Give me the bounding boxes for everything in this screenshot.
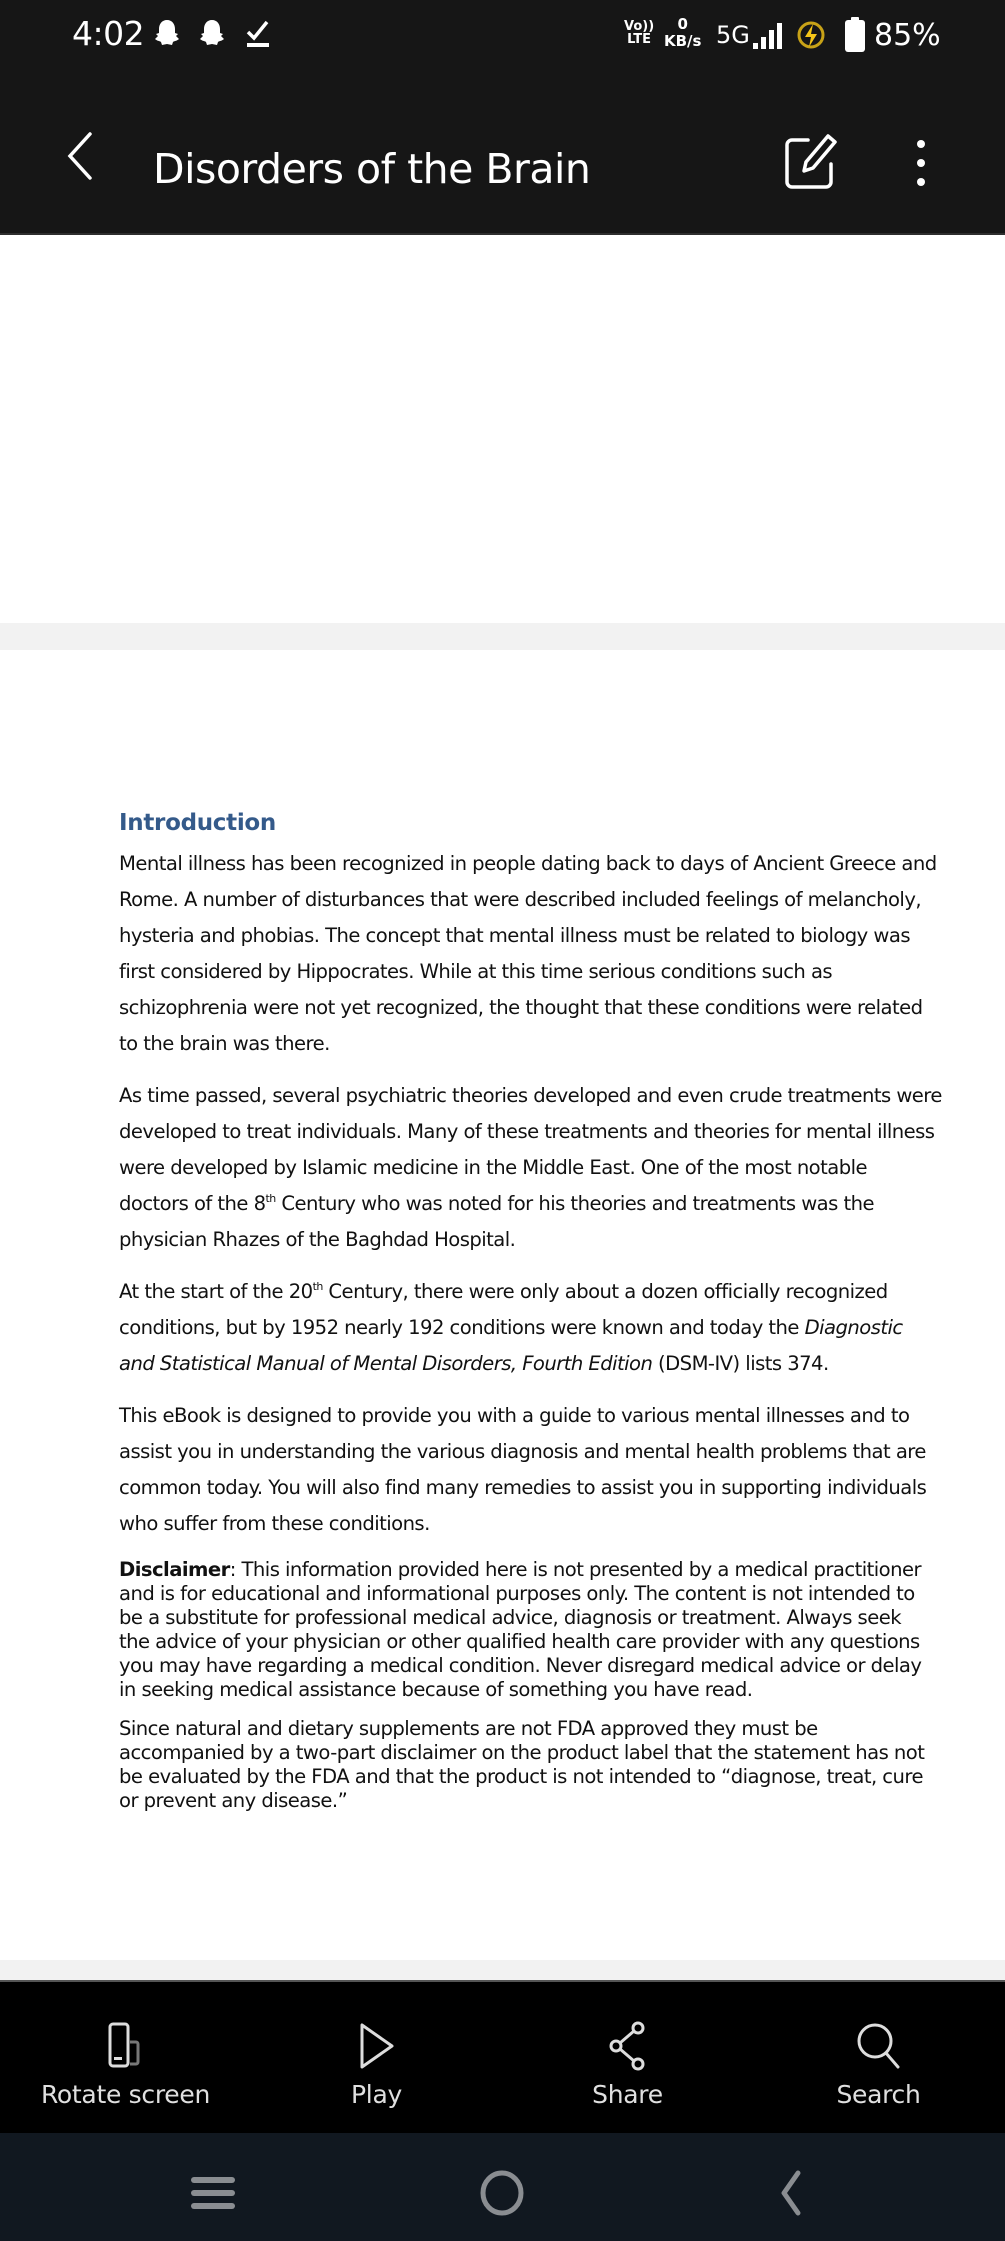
text-line — [119, 1274, 899, 1310]
status-time: 4:02 — [72, 14, 145, 53]
text-line: be a substitute for professional medical advice, diagnosis or treatment. Always seek — [119, 1606, 902, 1629]
text-line: first considered by Hippocrates. While at this time serious conditions such as — [119, 960, 833, 983]
play-button[interactable] — [251, 2016, 502, 2109]
more-options-button[interactable] — [906, 136, 936, 190]
text-run: Century who was noted for his theories and treatments was the — [275, 1192, 874, 1215]
text-line: or prevent any disease.” — [119, 1789, 348, 1812]
share-button[interactable] — [502, 2016, 753, 2109]
data-speed-unit: KB/s — [664, 32, 702, 50]
back-button[interactable] — [60, 130, 104, 180]
text-line: common today. You will also find many remedies to assist you in supporting individuals — [119, 1476, 927, 1499]
paragraph — [119, 1274, 903, 1382]
text-line: and is for educational and informational purposes only. The content is not intended to — [119, 1582, 915, 1605]
text-line: physician Rhazes of the Baghdad Hospital. — [119, 1228, 516, 1251]
system-nav-bar — [0, 2133, 1005, 2241]
text-line: accompanied by a two-part disclaimer on the product label that the statement has not — [119, 1741, 925, 1764]
text-run: (DSM-IV) lists 374. — [652, 1352, 829, 1375]
disclaimer-paragraph — [119, 1558, 922, 1702]
text-line — [119, 1310, 903, 1346]
text-run: conditions, but by 1952 nearly 192 conditions were known and today the — [119, 1316, 805, 1339]
superscript: th — [312, 1280, 323, 1293]
superscript: th — [265, 1192, 276, 1205]
data-speed-value: 0 — [677, 15, 688, 33]
text-line: developed to treat individuals. Many of these treatments and theories for mental illness — [119, 1120, 935, 1143]
more-vertical-icon — [906, 136, 936, 190]
text-line: in seeking medical assistance because of something you have read. — [119, 1678, 753, 1701]
status-bar — [0, 0, 1005, 70]
play-icon — [357, 2022, 397, 2070]
italic-title: Diagnostic — [804, 1316, 903, 1339]
section-heading: Introduction — [119, 810, 276, 836]
edit-icon — [780, 134, 840, 190]
text-line: to the brain was there. — [119, 1032, 330, 1055]
text-line: schizophrenia were not yet recognized, the thought that these conditions were related — [119, 996, 923, 1019]
share-icon — [606, 2021, 650, 2071]
text-line: hysteria and phobias. The concept that mental illness must be related to biology was — [119, 924, 910, 947]
play-label: Play — [351, 2080, 402, 2109]
volte-indicator — [624, 20, 654, 46]
paragraph — [119, 846, 937, 1062]
text-run: At the start of the 20 — [119, 1280, 313, 1303]
italic-title: and Statistical Manual of Mental Disorders, Fourth Edition — [119, 1352, 653, 1375]
disclaimer-label: Disclaimer — [119, 1558, 230, 1581]
document-page — [0, 650, 1005, 1960]
bottom-toolbar — [0, 1980, 1005, 2133]
text-line: the advice of your physician or other qualified health care provider with any questions — [119, 1630, 920, 1653]
text-line: were developed by Islamic medicine in the Middle East. One of the most notable — [119, 1156, 867, 1179]
text-line — [119, 1558, 921, 1582]
document-viewer[interactable] — [0, 235, 1005, 1980]
data-speed — [664, 16, 701, 50]
rotate-screen-button[interactable] — [0, 2016, 251, 2109]
back-icon — [770, 2169, 810, 2217]
share-label: Share — [592, 2080, 663, 2109]
text-line: you may have regarding a medical condition. Never disregard medical advice or delay — [119, 1654, 922, 1677]
signal-icon — [753, 22, 783, 50]
snapchat-icon — [197, 18, 227, 50]
text-line: Rome. A number of disturbances that were described included feelings of melancholy, — [119, 888, 922, 911]
text-line: As time passed, several psychiatric theories developed and even crude treatments were — [119, 1084, 942, 1107]
home-button[interactable] — [472, 2163, 532, 2223]
text-line: Since natural and dietary supplements are not FDA approved they must be — [119, 1717, 818, 1740]
download-done-icon — [245, 18, 271, 50]
text-line: be evaluated by the FDA and that the product is not intended to “diagnose, treat, cure — [119, 1765, 923, 1788]
edit-button[interactable] — [780, 134, 840, 190]
chevron-left-icon — [60, 130, 104, 180]
app-bar — [0, 70, 1005, 235]
home-icon — [478, 2169, 526, 2217]
document-title: Disorders of the Brain — [153, 145, 591, 193]
search-button[interactable] — [753, 2016, 1004, 2109]
rotate-screen-label: Rotate screen — [40, 2080, 210, 2109]
paragraph — [119, 1398, 927, 1542]
search-label: Search — [836, 2080, 921, 2109]
text-line: This eBook is designed to provide you with a guide to various mental illnesses and to — [119, 1404, 910, 1427]
text-line: who suffer from these conditions. — [119, 1512, 430, 1535]
page-content — [119, 810, 942, 1828]
volte-label: Vo)) — [624, 19, 655, 34]
search-icon — [854, 2021, 904, 2071]
power-saving-icon — [796, 20, 826, 50]
snapchat-icon — [152, 18, 182, 50]
network-type: 5G — [716, 21, 750, 49]
paragraph — [119, 1717, 925, 1813]
text-run: : This information provided here is not presented by a medical practitioner — [229, 1558, 921, 1581]
text-line — [119, 1346, 899, 1382]
document-page — [0, 235, 1005, 623]
battery-percent: 85% — [874, 18, 941, 53]
rotate-screen-icon — [96, 2021, 156, 2071]
text-line — [119, 1186, 899, 1222]
text-run: Century, there were only about a dozen officially recognized — [322, 1280, 888, 1303]
lte-label: LTE — [627, 32, 652, 47]
battery-icon — [844, 17, 866, 53]
paragraph — [119, 1078, 942, 1258]
text-line: Mental illness has been recognized in people dating back to days of Ancient Greece and — [119, 852, 937, 875]
text-line: assist you in understanding the various diagnosis and mental health problems that are — [119, 1440, 926, 1463]
recents-icon — [189, 2173, 237, 2213]
recents-button[interactable] — [183, 2163, 243, 2223]
text-run: doctors of the 8 — [119, 1192, 266, 1215]
system-back-button[interactable] — [760, 2163, 820, 2223]
